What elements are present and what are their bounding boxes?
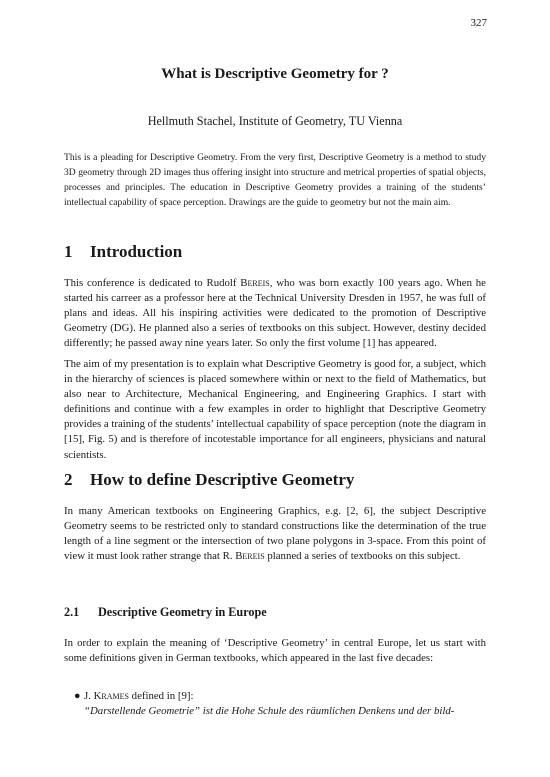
quote-line: [84, 704, 486, 719]
abstract: This is a pleading for Descriptive Geometry. From the very first, Descriptive Geometry is a method to study 3D geometry through 2D images thus offering insight into structure and metrical properties of spatial objects, processes and principles. The education in Descriptive Geometry provides a training of the students’ intellectual capability of space perception. Drawings are the guide to geometry but not the main aim.: [64, 152, 486, 209]
text-run: J.: [84, 690, 94, 702]
intro-paragraph-2: The aim of my presentation is to explain what Descriptive Geometry is good for, a subject, which in the hierarchy of sciences is placed somewhere within or next to the field of Mathematics, but also near to Architecture, Mechanical Engineering, and Engineering Graphics. I start with definitions and continue with a few examples in order to highlight that Descriptive Geometry provides a training of the students’ intellectual capability of space perception (note the diagram in [15], Fig. 5) and is therefore of incotestable importance for all engineers, physicians and natural scientists.: [64, 358, 486, 461]
page-number: 327: [470, 17, 487, 29]
paper-title: What is Descriptive Geometry for ?: [161, 66, 389, 82]
section-title: How to define Descriptive Geometry: [90, 470, 355, 489]
person-name: Krames: [93, 690, 129, 702]
intro-paragraph-1: [64, 276, 486, 351]
author-line: Hellmuth Stachel, Institute of Geometry, TU Vienna: [147, 114, 403, 128]
subsection-2-1-paragraph: In order to explain the meaning of ‘Descriptive Geometry’ in central Europe, let us start with some definitions given in German textbooks, which appeared in the last five decades:: [64, 637, 486, 665]
section-title: Introduction: [90, 242, 183, 261]
text-run: defined in [9]:: [128, 690, 194, 702]
bullet-icon: ●: [74, 690, 81, 702]
subsection-number: 2.1: [64, 605, 80, 619]
list-item-body: [84, 689, 486, 719]
section-2-paragraph: [64, 504, 486, 564]
text-run: planned a series of textbooks on this subject.: [264, 550, 461, 563]
section-2-heading: [64, 470, 486, 490]
section-number: 2: [64, 470, 73, 489]
text-run: This conference is dedicated to Rudolf: [64, 277, 241, 289]
subsection-title: Descriptive Geometry in Europe: [98, 605, 267, 619]
person-name: Bereis: [235, 550, 265, 563]
person-name: Bereis: [240, 277, 270, 289]
section-1-heading: [64, 242, 486, 262]
list-item-line: [84, 689, 486, 704]
text-run: In many American textbooks on Engineering Graphics, e.g. [2, 6], the subject Descriptive Geometry seems to be restricted only to standard constructions like the determination of the true length of a line segment or the intersection of two plane polygons in 3-space. From this point of view it must look rather strange that R.: [64, 505, 486, 563]
subsection-2-1-heading: [64, 605, 486, 620]
quote-term: “Darstellende Geometrie”: [84, 705, 201, 718]
text-run: ist die Hohe Schule des räumlichen Denkens und der bild-: [200, 705, 455, 718]
section-number: 1: [64, 242, 73, 261]
text-run: , who was born exactly 100 years ago. When he started his carreer as a professor here at the Technical University Dresden in 1957, he was full of plans and ideas. All his inspiring activities were dedicated to the promotion of Descriptive Geometry (DG). He planned also a series of textbooks on this subject. However, destiny decided differently; he passed away nine years later. So only the first volume [1] has appeared.: [64, 277, 486, 350]
